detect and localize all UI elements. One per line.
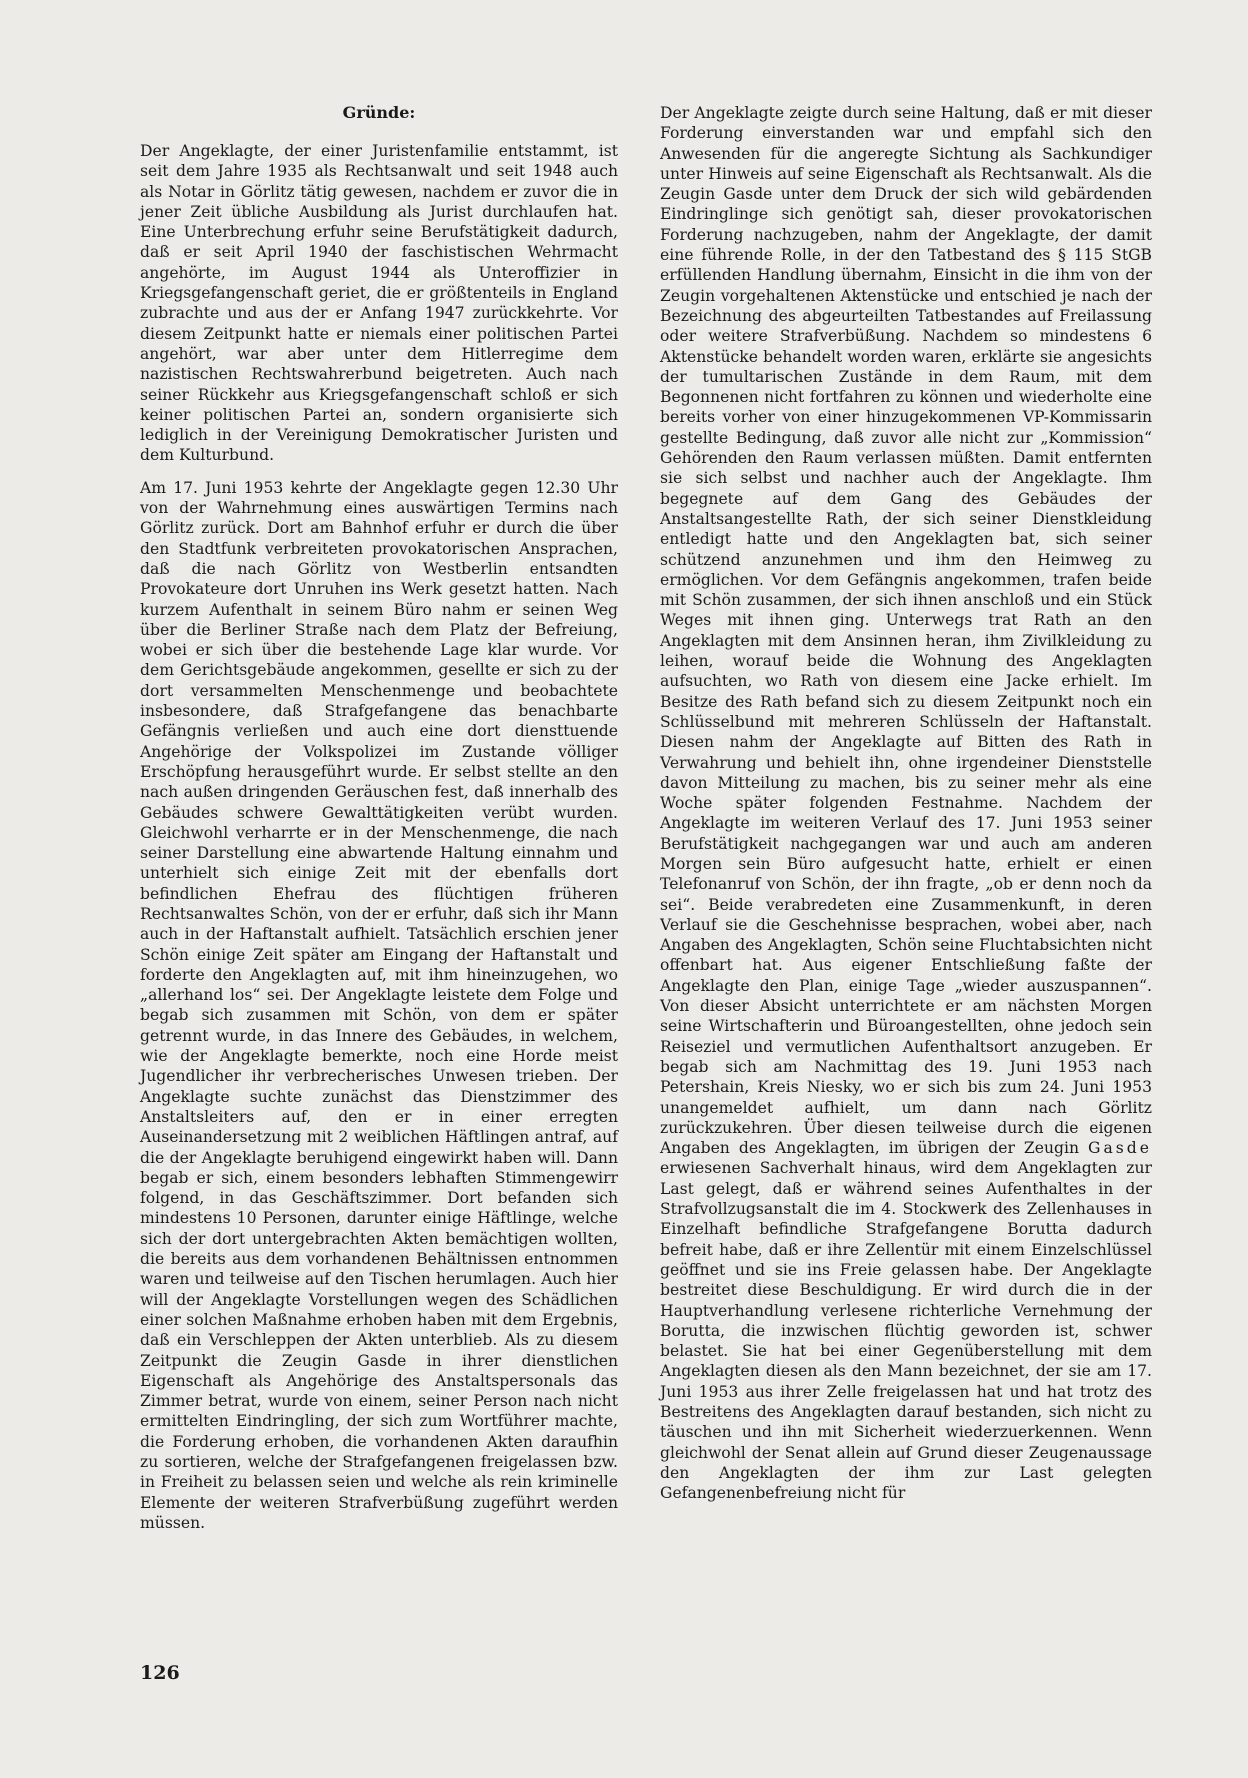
right-column [660,103,1152,1515]
section-heading: Gründe: [342,103,416,122]
page-number: 126 [140,1662,180,1684]
left-column [140,103,618,1545]
paragraph-text: Der Angeklagte zeigte durch seine Haltung, daß er mit dieser Forderung einverstanden war und empfahl sich den Anwesenden für die angeregte Sichtung als Sachkundiger unter Hinweis auf seine Eigenschaft als Rechtsanwalt. Als die Zeugin Gasde unter dem Druck der sich wild gebärdenden Eindringlinge sich genötigt sah, dieser provokatorischen Forderung nachzugeben, nahm der Angeklagte, der damit eine führende Rolle, in der den Tatbestand des § 115 StGB erfüllenden Handlung übernahm, Einsicht in die ihm von der Zeugin vorgehaltenen Aktenstücke und entschied je nach der Bezeichnung des abgeurteilten Tatbestandes auf Freilassung oder weitere Strafverbüßung. Nachdem so mindestens 6 Aktenstücke behandelt worden waren, erklärte sie angesichts der tumultarischen Zustände in dem Raum, mit dem Begonnenen nicht fortfahren zu können und wiederholte eine bereits vorher von einer hinzugekommenen VP-Kommissarin gestellte Bedingung, daß zuvor alle nicht zur „Kommission“ Gehörenden den Raum verlassen müßten. Damit entfernten sie sich selbst und nachher auch der Angeklagte. Ihm begegnete auf dem Gang des Gebäudes der Anstaltsangestellte Rath, der sich seiner Dienstkleidung entledigt hatte und den Angeklagten bat, sich seiner schützend anzunehmen und ihm den Heimweg zu ermöglichen. Vor dem Gefängnis angekommen, trafen beide mit Schön zusammen, der sich ihnen anschloß und ein Stück Weges mit ihnen ging. Unterwegs trat Rath an den Angeklagten mit dem Ansinnen heran, ihm Zivilkleidung zu leihen, worauf beide die Wohnung des Angeklagten aufsuchten, wo Rath von diesem eine Jacke erhielt. Im Besitze des Rath befand sich zu diesem Zeitpunkt noch ein Schlüsselbund mit mehreren Schlüsseln der Haftanstalt. Diesen nahm der Angeklagte auf Bitten des Rath in Verwahrung und behielt ihn, ohne irgendeiner Dienststelle davon Mitteilung zu machen, bis zu seiner mehr als eine Woche später folgenden Festnahme. Nachdem der Angeklagte im weiteren Verlauf des 17. Juni 1953 seiner Berufstätigkeit nachgegangen war und auch am anderen Morgen sein Büro aufgesucht hatte, erhielt er einen Telefonanruf von Schön, der ihn fragte, „ob er denn noch da sei“. Beide verabredeten eine Zusammenkunft, in deren Verlauf sie die Geschehnisse besprachen, wobei aber, nach Angaben des Angeklagten, Schön seine Fluchtabsichten nicht offenbart hat. Aus eigener Entschließung faßte der Angeklagte den Plan, einige Tage „wieder auszuspannen“. Von dieser Absicht unterrichtete er am nächsten Morgen seine Wirtschafterin und Büroangestellten, ohne jedoch sein Reiseziel und vermutlichen Aufenthaltsort anzugeben. Er begab sich am Nachmittag des 19. Juni 1953 nach Petershain, Kreis Niesky, wo er sich bis zum 24. Juni 1953 unangemeldet aufhielt, um dann nach Görlitz zurückzukehren. Über diesen teilweise durch die eigenen Angaben des Angeklagten, im übrigen der Zeugin [660,104,1152,1158]
paragraph: Der Angeklagte, der einer Juristenfamilie entstammt, ist seit dem Jahre 1935 als Rechtsanwalt und seit 1948 auch als Notar in Görlitz tätig gewesen, nachdem er zuvor die in jener Zeit übliche Ausbildung als Jurist durchlaufen hat. Eine Unterbrechung erfuhr seine Berufstätigkeit dadurch, daß er seit April 1940 der faschistischen Wehrmacht angehörte, im August 1944 als Unteroffizier in Kriegsgefangenschaft geriet, die er größtenteils in England zubrachte und aus der er Anfang 1947 zurückkehrte. Vor diesem Zeitpunkt hatte er niemals einer politischen Partei angehört, war aber unter dem Hitlerregime dem nazistischen Rechtswahrerbund beigetreten. Auch nach seiner Rückkehr aus Kriegsgefangenschaft schloß er sich keiner politischen Partei an, sondern organisierte sich lediglich in der Vereinigung Demokratischer Juristen und dem Kulturbund. [140,142,618,465]
witness-name-spaced: Gasde [1088,1139,1152,1158]
paragraph [660,103,1152,1503]
paragraph: Am 17. Juni 1953 kehrte der Angeklagte gegen 12.30 Uhr von der Wahrnehmung eines auswärtigen Termins nach Görlitz zurück. Dort am Bahnhof erfuhr er durch die über den Stadtfunk verbreiteten provokatorischen Ansprachen, daß die nach Görlitz von Westberlin entsandten Provokateure dort Unruhen ins Werk gesetzt hatten. Nach kurzem Aufenthalt in seinem Büro nahm er seinen Weg über die Berliner Straße nach dem Platz der Befreiung, wobei er sich über die bestehende Lage klar wurde. Vor dem Gerichtsgebäude angekommen, gesellte er sich zu der dort versammelten Menschenmenge und beobachtete insbesondere, daß Strafgefangene das benachbarte Gefängnis verließen und auch eine dort diensttuende Angehörige der Volkspolizei im Zustande völliger Erschöpfung herausgeführt wurde. Er selbst stellte an den nach außen dringenden Geräuschen fest, daß innerhalb des Gebäudes schwere Gewalttätigkeiten verübt wurden. Gleichwohl verharrte er in der Menschenmenge, die nach seiner Darstellung eine abwartende Haltung einnahm und unterhielt sich einige Zeit mit der ebenfalls dort befindlichen Ehefrau des flüchtigen früheren Rechtsanwaltes Schön, von der er erfuhr, daß sich ihr Mann auch in der Haftanstalt aufhielt. Tatsächlich erschien jener Schön einige Zeit später am Eingang der Haftanstalt und forderte den Angeklagten auf, mit ihm hineinzugehen, wo „allerhand los“ sei. Der Angeklagte leistete dem Folge und begab sich zusammen mit Schön, von dem er später getrennt wurde, in das Innere des Gebäudes, in welchem, wie der Angeklagte bemerkte, noch eine Horde meist Jugendlicher ihr verbrecherisches Unwesen trieben. Der Angeklagte suchte zunächst das Dienstzimmer des Anstaltsleiters auf, den er in einer erregten Auseinandersetzung mit 2 weiblichen Häftlingen antraf, auf die der Angeklagte beruhigend eingewirkt haben will. Dann begab er sich, einem besonders lebhaften Stimmengewirr folgend, in das Geschäftszimmer. Dort befanden sich mindestens 10 Personen, darunter einige Häftlinge, welche sich der dort untergebrachten Akten bemächtigen wollten, die bereits aus dem vorhandenen Behältnissen entnommen waren und teilweise auf den Tischen herumlagen. Auch hier will der Angeklagte Vorstellungen wegen des Schädlichen einer solchen Maßnahme erhoben haben mit dem Ergebnis, daß ein Verschleppen der Akten unterblieb. Als zu diesem Zeitpunkt die Zeugin Gasde in ihrer dienstlichen Eigenschaft als Angehörige des Anstaltspersonals das Zimmer betrat, wurde von einem, seiner Person nach nicht ermittelten Eindringling, der sich zum Wortführer machte, die Forderung erhoben, die vorhandenen Akten daraufhin zu sortieren, welche der Strafgefangenen freigelassen bzw. in Freiheit zu belassen seien und welche als rein kriminelle Elemente der weiteren Strafverbüßung zugeführt werden müssen. [140,478,618,1532]
paragraph-text: erwiesenen Sachverhalt hinaus, wird dem Angeklagten zur Last gelegt, daß er während seines Aufenthaltes in der Strafvollzugsanstalt die im 4. Stockwerk des Zellenhauses in Einzelhaft befindliche Strafgefangene Borutta dadurch befreit habe, daß er ihre Zellentür mit einem Einzelschlüssel geöffnet und sie ins Freie gelassen habe. Der Angeklagte bestreitet diese Beschuldigung. Er wird durch die in der Hauptverhandlung verlesene richterliche Vernehmung der Borutta, die inzwischen flüchtig geworden ist, schwer belastet. Sie hat bei einer Gegenüberstellung mit dem Angeklagten diesen als den Mann bezeichnet, der sie am 17. Juni 1953 aus ihrer Zelle freigelassen hat und hat trotz des Bestreitens des Angeklagten darauf bestanden, sich nicht zu täuschen und ihn mit Sicherheit wiederzuerkennen. Wenn gleichwohl der Senat allein auf Grund dieser Zeugenaussage den Angeklagten der ihm zur Last gelegten Gefangenenbefreiung nicht für [660,1159,1152,1503]
